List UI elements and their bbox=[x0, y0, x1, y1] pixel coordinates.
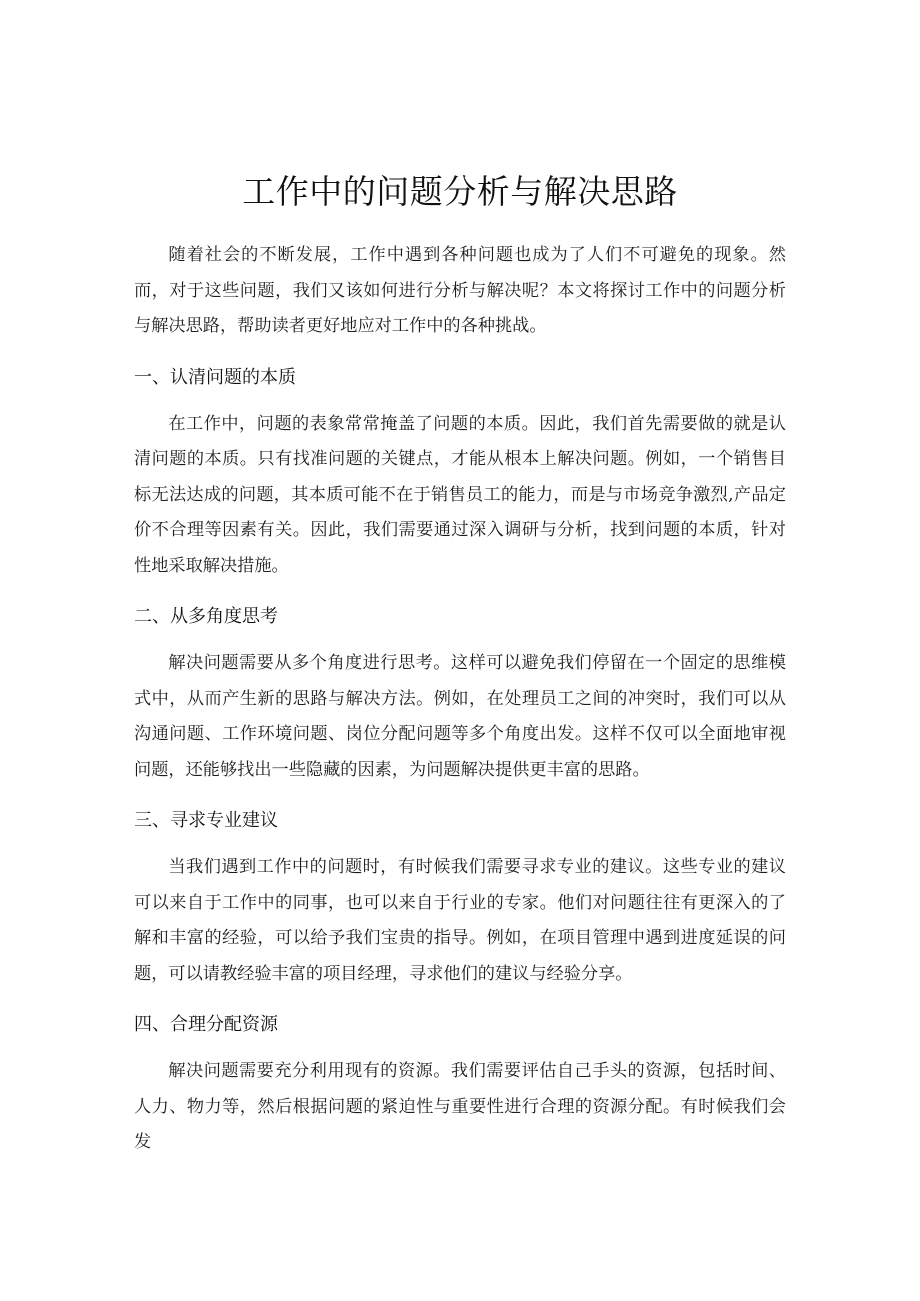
section-body-4: 解决问题需要充分利用现有的资源。我们需要评估自己手头的资源，包括时间、人力、物力等，然后根据问题的紧迫性与重要性进行合理的资源分配。有时候我们会发 bbox=[134, 1061, 786, 1152]
section-body-2: 解决问题需要从多个角度进行思考。这样可以避免我们停留在一个固定的思维模式中，从而产生新的思路与解决方法。例如，在处理员工之间的冲突时，我们可以从沟通问题、工作环境问题、岗位分配问题等多个角度出发。这样不仅可以全面地审视问题，还能够找出一些隐藏的因素，为问题解决提供更丰富的思路。 bbox=[134, 653, 786, 780]
section-heading-3: 三、寻求专业建议 bbox=[134, 810, 278, 831]
section-body-1: 在工作中，问题的表象常常掩盖了问题的本质。因此，我们首先需要做的就是认清问题的本质。只有找准问题的关键点，才能从根本上解决问题。例如，一个销售目标无法达成的问题，其本质可能不在于销售员工的能力，而是与市场竞争激烈,产品定价不合理等因素有关。因此，我们需要通过深入调研与分析，找到问题的本质，针对性地采取解决措施。 bbox=[134, 413, 786, 576]
intro-paragraph: 随着社会的不断发展，工作中遇到各种问题也成为了人们不可避免的现象。然而，对于这些问题，我们又该如何进行分析与解决呢？本文将探讨工作中的问题分析与解决思路，帮助读者更好地应对工作中的各种挑战。 bbox=[134, 245, 786, 336]
document-title: 工作中的问题分析与解决思路 bbox=[242, 172, 678, 211]
section-heading-1: 一、认清问题的本质 bbox=[134, 366, 296, 388]
section-heading-4: 四、合理分配资源 bbox=[134, 1014, 278, 1035]
section-heading-2: 二、从多角度思考 bbox=[134, 606, 278, 627]
document-body bbox=[134, 238, 786, 1161]
section-body-3: 当我们遇到工作中的问题时，有时候我们需要寻求专业的建议。这些专业的建议可以来自于工作中的同事，也可以来自于行业的专家。他们对问题往往有更深入的了解和丰富的经验，可以给予我们宝贵的指导。例如，在项目管理中遇到进度延误的问题，可以请教经验丰富的项目经理，寻求他们的建议与经验分享。 bbox=[134, 857, 786, 984]
